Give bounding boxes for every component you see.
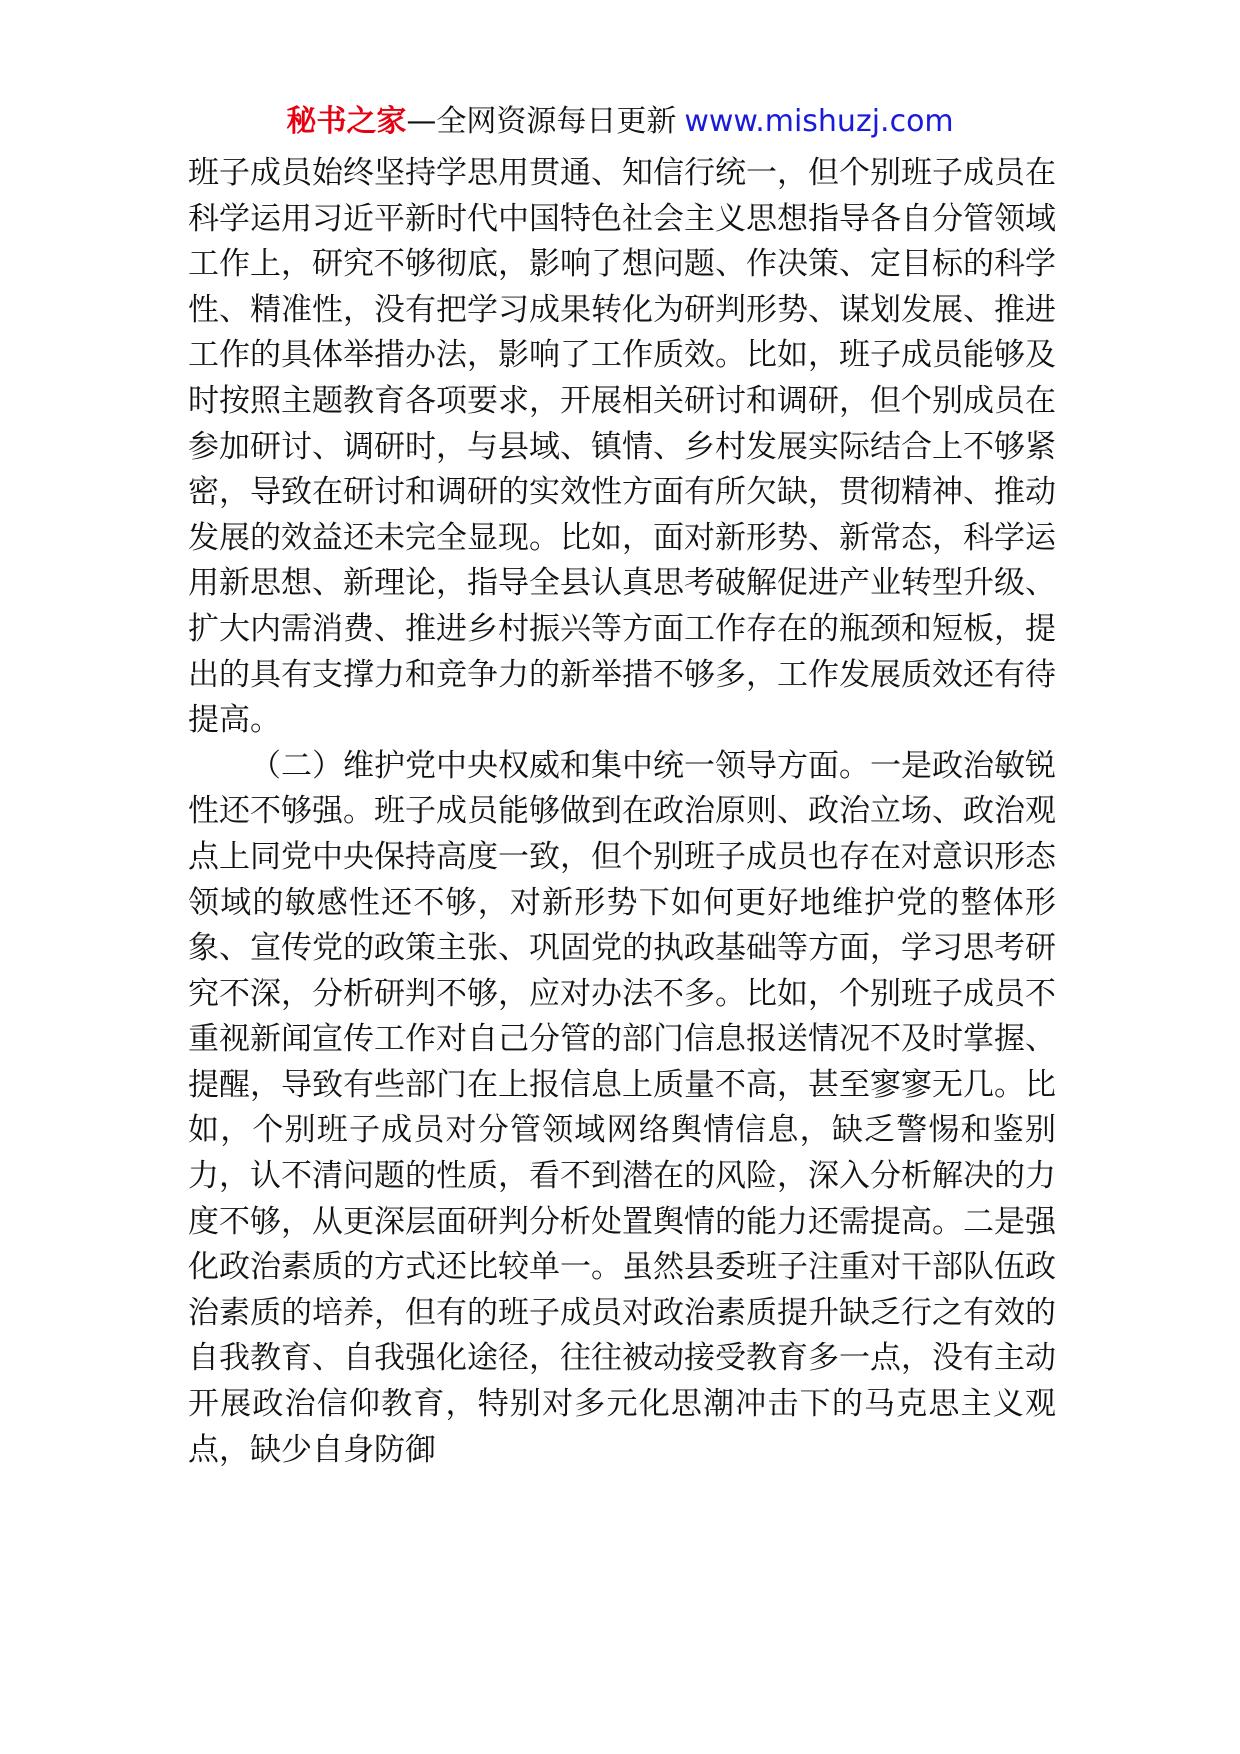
page-header [0,100,1240,144]
header-brand: 秘书之家 [286,104,407,139]
paragraph-section-two: （二）维护党中央权威和集中统一领导方面。一是政治敏锐性还不够强。班子成员能够做到在政治原则、政治立场、政治观点上同党中央保持高度一致，但个别班子成员也存在对意识形态领域的敏感性还不够，对新形势下如何更好地维护党的整体形象、宣传党的政策主张、巩固党的执政基础等方面，学习思考研究不深，分析研判不够，应对办法不多。比如，个别班子成员不重视新闻宣传工作对自己分管的部门信息报送情况不及时掌握、提醒，导致有些部门在上报信息上质量不高，甚至寥寥无几。比如，个别班子成员对分管领域网络舆情信息，缺乏警惕和鉴别力，认不清问题的性质，看不到潜在的风险，深入分析解决的力度不够，从更深层面研判分析处置舆情的能力还需提高。二是强化政治素质的方式还比较单一。虽然县委班子注重对干部队伍政治素质的培养，但有的班子成员对政治素质提升缺乏行之有效的自我教育、自我强化途径，往往被动接受教育多一点，没有主动开展政治信仰教育，特别对多元化思潮冲击下的马克思主义观点，缺少自身防御 [188,747,1056,1468]
header-tagline: —全网资源每日更新 [406,104,677,139]
header-url-link[interactable]: www.mishuzj.com [684,104,954,139]
document-body [188,151,1056,1473]
paragraph-continuation: 班子成员始终坚持学思用贯通、知信行统一，但个别班子成员在科学运用习近平新时代中国特色社会主义思想指导各自分管领域工作上，研究不够彻底，影响了想问题、作决策、定目标的科学性、精准性，没有把学习成果转化为研判形势、谋划发展、推进工作的具体举措办法，影响了工作质效。比如，班子成员能够及时按照主题教育各项要求，开展相关研讨和调研，但个别成员在参加研讨、调研时，与县域、镇情、乡村发展实际结合上不够紧密，导致在研讨和调研的实效性方面有所欠缺，贯彻精神、推动发展的效益还未完全显现。比如，面对新形势、新常态，科学运用新思想、新理论，指导全县认真思考破解促进产业转型升级、扩大内需消费、推进乡村振兴等方面工作存在的瓶颈和短板，提出的具有支撑力和竞争力的新举措不够多，工作发展质效还有待提高。 [188,155,1056,739]
